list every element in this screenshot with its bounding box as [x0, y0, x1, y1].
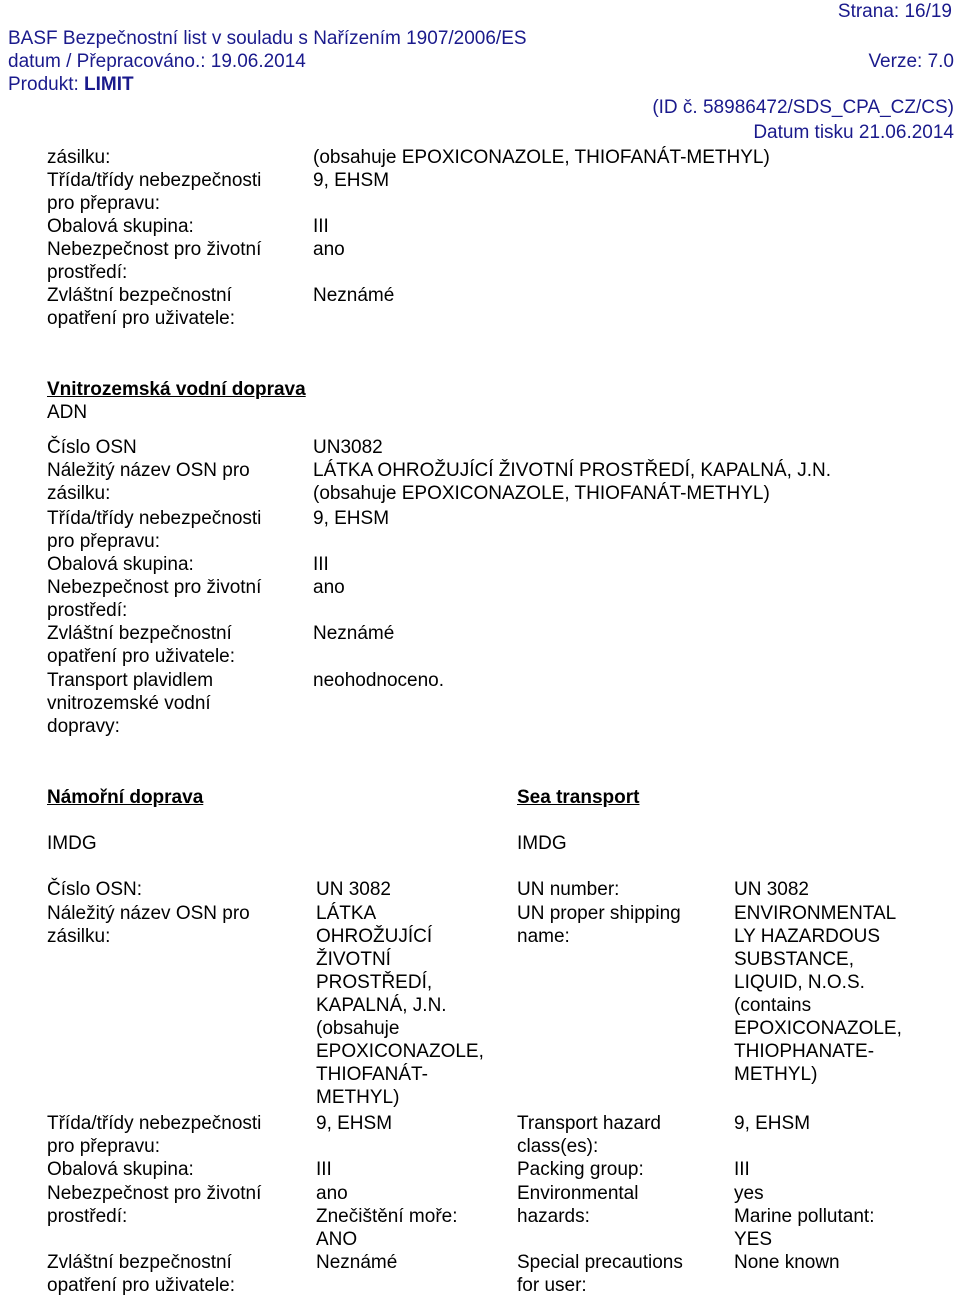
top-value-3: ano [313, 239, 345, 260]
adn-label-3: Obalová skupina: [47, 554, 194, 575]
top-label-1: Třída/třídy nebezpečnosti pro přepravu: [47, 170, 262, 214]
sea-value-en-2: 9, EHSM [734, 1113, 811, 1134]
product-label: Produkt: [8, 74, 85, 95]
document-title: BASF Bezpečnostní list v souladu s Nařízením 1907/2006/ES [8, 28, 527, 49]
sea-heading-cz: Námořní doprava [47, 787, 204, 808]
sea-value-en-5: None known [734, 1252, 840, 1273]
top-value-4: Neznámé [313, 285, 395, 306]
page-number: Strana: 16/19 [837, 1, 952, 22]
document-id: (ID č. 58986472/SDS_CPA_CZ/CS) [652, 97, 954, 118]
version: Verze: 7.0 [868, 51, 954, 72]
sea-label-en-4: Environmental hazards: [517, 1183, 639, 1227]
adn-value-4: ano [313, 577, 345, 598]
top-value-2: III [313, 216, 329, 237]
sea-label-cz-3: Obalová skupina: [47, 1159, 194, 1180]
product-line [8, 73, 134, 96]
top-label-0: zásilku: [47, 147, 111, 168]
sea-label-cz-5: Zvláštní bezpečnostní opatření pro uživatele: [47, 1252, 236, 1296]
adn-label-4: Nebezpečnost pro životní prostředí: [47, 577, 262, 621]
sea-value-en-0: UN 3082 [734, 879, 809, 900]
sea-value-cz-1: LÁTKA OHROŽUJÍCÍ ŽIVOTNÍ PROSTŘEDÍ, KAPALNÁ, J.N. (obsahuje EPOXICONAZOLE, THIOFANÁT- METHYL) [316, 903, 484, 1108]
adn-value-2: 9, EHSM [313, 508, 390, 529]
sea-value-cz-4: ano Znečištění moře: ANO [316, 1183, 458, 1250]
adn-label-5: Zvláštní bezpečnostní opatření pro uživatele: [47, 623, 236, 667]
adn-heading: Vnitrozemská vodní doprava [47, 379, 306, 400]
top-label-2: Obalová skupina: [47, 216, 194, 237]
sea-label-en-3: Packing group: [517, 1159, 644, 1180]
sea-heading-en: Sea transport [517, 787, 640, 808]
adn-label-2: Třída/třídy nebezpečnosti pro přepravu: [47, 508, 262, 552]
adn-label-0: Číslo OSN [47, 437, 137, 458]
sea-label-cz-2: Třída/třídy nebezpečnosti pro přepravu: [47, 1113, 262, 1157]
sea-value-cz-5: Neznámé [316, 1252, 398, 1273]
sea-label-cz-1: Náležitý název OSN pro zásilku: [47, 903, 250, 947]
sea-value-en-1: ENVIRONMENTAL LY HAZARDOUS SUBSTANCE, LIQUID, N.O.S. (contains EPOXICONAZOLE, THIOPHANATE- METHYL) [734, 903, 902, 1085]
sea-label-en-5: Special precautions for user: [517, 1252, 683, 1296]
sea-value-cz-3: III [316, 1159, 332, 1180]
sea-label-cz-0: Číslo OSN: [47, 879, 143, 900]
print-date: Datum tisku 21.06.2014 [753, 122, 954, 143]
sea-value-en-3: III [734, 1159, 750, 1180]
sea-label-en-1: UN proper shipping name: [517, 903, 681, 947]
sea-value-cz-2: 9, EHSM [316, 1113, 393, 1134]
top-label-4: Zvláštní bezpečnostní opatření pro uživatele: [47, 285, 236, 329]
sea-sub-en: IMDG [517, 833, 567, 854]
sea-value-en-4: yes Marine pollutant: YES [734, 1183, 875, 1250]
top-label-3: Nebezpečnost pro životní prostředí: [47, 239, 262, 283]
adn-value-0: UN3082 [313, 437, 383, 458]
sea-label-cz-4: Nebezpečnost pro životní prostředí: [47, 1183, 262, 1227]
adn-value-5: Neznámé [313, 623, 395, 644]
sea-label-en-0: UN number: [517, 879, 620, 900]
product-name: LIMIT [84, 74, 134, 95]
adn-value-3: III [313, 554, 329, 575]
revision-date: datum / Přepracováno.: 19.06.2014 [8, 51, 306, 72]
sea-label-en-2: Transport hazard class(es): [517, 1113, 661, 1157]
adn-label-6: Transport plavidlem vnitrozemské vodní dopravy: [47, 670, 214, 737]
adn-value-6: neohodnoceno. [313, 670, 445, 691]
top-value-0: (obsahuje EPOXICONAZOLE, THIOFANÁT-METHYL) [313, 147, 770, 168]
sea-sub-cz: IMDG [47, 833, 97, 854]
adn-subheading: ADN [47, 402, 88, 423]
adn-value-1: LÁTKA OHROŽUJÍCÍ ŽIVOTNÍ PROSTŘEDÍ, KAPALNÁ, J.N. (obsahuje EPOXICONAZOLE, THIOFANÁT-METHYL) [313, 460, 832, 504]
sea-value-cz-0: UN 3082 [316, 879, 391, 900]
top-value-1: 9, EHSM [313, 170, 390, 191]
adn-label-1: Náležitý název OSN pro zásilku: [47, 460, 250, 504]
